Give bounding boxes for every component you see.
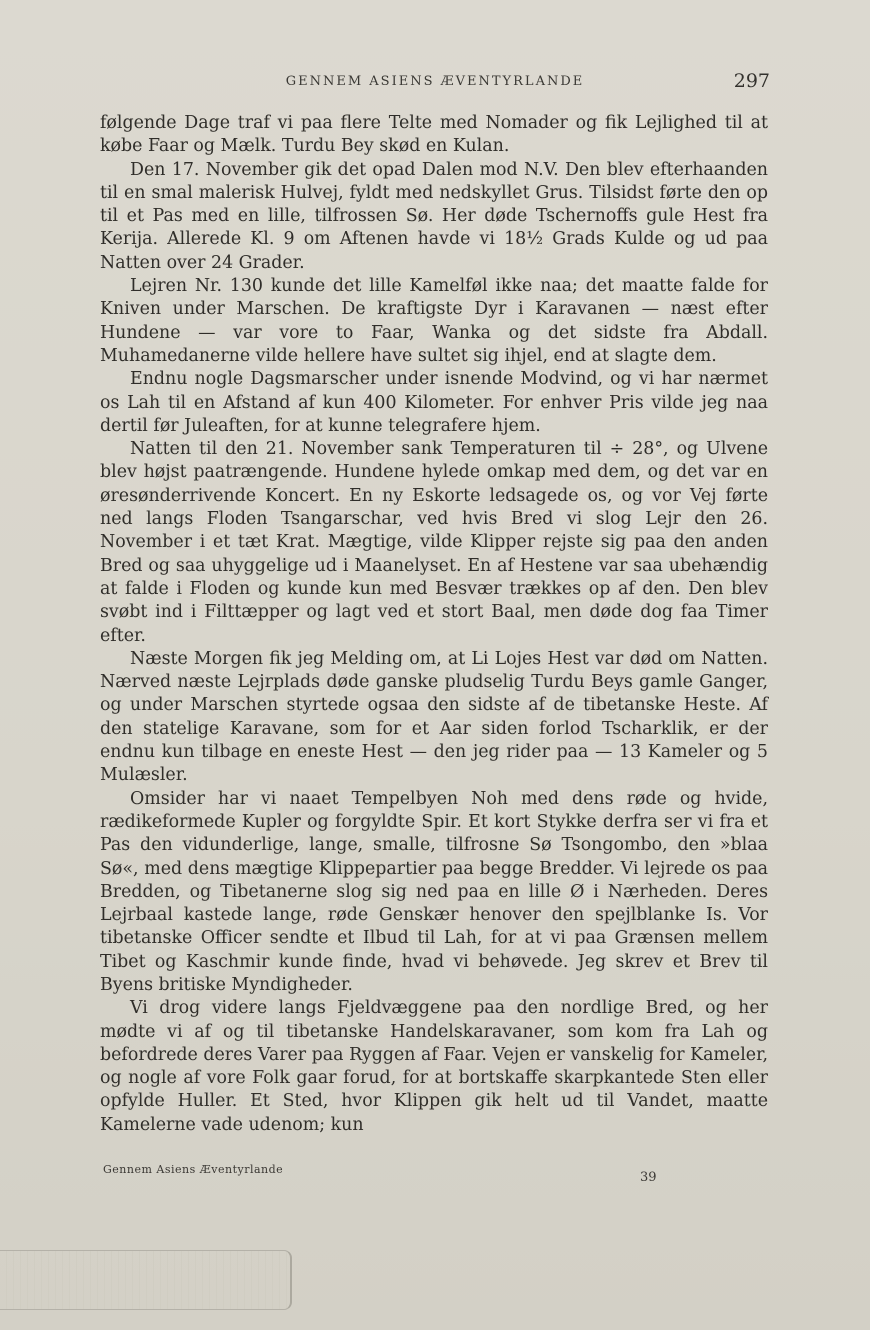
paragraph: Omsider har vi naaet Tempelbyen Noh med dens røde og hvide, rædikeformede Kupler og forgyldte Spir. Et kort Stykke derfra ser vi fra et Pas den vidunderlige, lange, smalle, tilfrosne Sø Tsongombo, den »blaa Sø«, med dens mægtige Klippepartier paa begge Bredder. Vi lejrede os paa Bredden, og Tibetanerne slog sig ned paa en lille Ø i Nærheden. Deres Lejrbaal kastede lange, røde Genskær henover den spejlblanke Is. Vor tibetanske Officer sendte et Ilbud til Lah, for at vi paa Grænsen mellem Tibet og Kaschmir kunde finde, hvad vi behøvede. Jeg skrev et Brev til Byens britiske Myndigheder. bbox=[100, 788, 768, 995]
running-head: GENNEM ASIENS ÆVENTYRLANDE bbox=[285, 74, 585, 89]
paragraph: følgende Dage traf vi paa flere Telte med Nomader og fik Lejlighed til at købe Faar og Mælk. Turdu Bey skød en Kulan. bbox=[100, 113, 768, 157]
footer-signature: Gennem Asiens Æventyrlande bbox=[103, 1163, 284, 1176]
paragraph: Endnu nogle Dagsmarscher under isnende Modvind, og vi har nærmet os Lah til en Afstand af kun 400 Kilometer. For enhver Pris vilde jeg naa dertil før Juleaften, for at kunne telegrafere hjem. bbox=[100, 369, 768, 436]
paragraph: Lejren Nr. 130 kunde det lille Kamelføl ikke naa; det maatte falde for Kniven under Marschen. De kraftigste Dyr i Karavanen — næst efter Hundene — var vore to Faar, Wanka og det sidste fra Abdall. Muhamedanerne vilde hellere have sultet sig ihjel, end at slagte dem. bbox=[100, 276, 768, 366]
body-text bbox=[100, 112, 768, 1137]
paragraph: Vi drog videre langs Fjeldvæggene paa den nordlige Bred, og her mødte vi af og til tibetanske Handelskaravaner, som kom fra Lah og befordrede deres Varer paa Ryggen af Faar. Vejen er vanskelig for Kameler, og nogle af vore Folk gaar forud, for at bortskaffe skarpkantede Sten eller opfylde Huller. Et Sted, hvor Klippen gik helt ud til Vandet, maatte Kamelerne vade udenom; kun bbox=[100, 998, 768, 1135]
paragraph: Næste Morgen fik jeg Melding om, at Li Lojes Hest var død om Natten. Nærved næste Lejrplads døde ganske pludselig Turdu Beys gamle Ganger, og under Marschen styrtede ogsaa den sidste af de tibetanske Heste. Af den statelige Karavane, som for et Aar siden forlod Tscharklik, er der endnu kun tilbage en eneste Hest — den jeg rider paa — 13 Kameler og 5 Mulæsler. bbox=[100, 648, 768, 786]
page-edge-strip bbox=[0, 1250, 292, 1310]
paragraph: Den 17. November gik det opad Dalen mod N.V. Den blev efterhaanden til en smal malerisk Hulvej, fyldt med nedskyllet Grus. Tilsidst førte den op til et Pas med en lille, tilfrossen Sø. Her døde Tschernoffs gule Hest fra Kerija. Allerede Kl. 9 om Aftenen havde vi 18½ Grads Kulde og ud paa Natten over 24 Grader. bbox=[100, 159, 768, 273]
page-number: 297 bbox=[733, 70, 770, 92]
page-header bbox=[100, 70, 770, 94]
paragraph: Natten til den 21. November sank Temperaturen til ÷ 28°, og Ulvene blev højst paatrængende. Hundene hylede omkap med dem, og det var en øresønderrivende Koncert. En ny Eskorte ledsagede os, og vor Vej førte ned langs Floden Tsangarschar, ved hvis Bred vi slog Lejr den 26. November i et tæt Krat. Mægtige, vilde Klipper rejste sig paa den anden Bred og saa uhyggelige ud i Maanelyset. En af Hestene var saa ubehændig at falde i Floden og kunde kun med Besvær trækkes op af den. Den blev svøbt ind i Filttæpper og lagt ved et stort Baal, men døde dog faa Timer efter. bbox=[100, 439, 768, 646]
signature-number: 39 bbox=[640, 1170, 657, 1185]
